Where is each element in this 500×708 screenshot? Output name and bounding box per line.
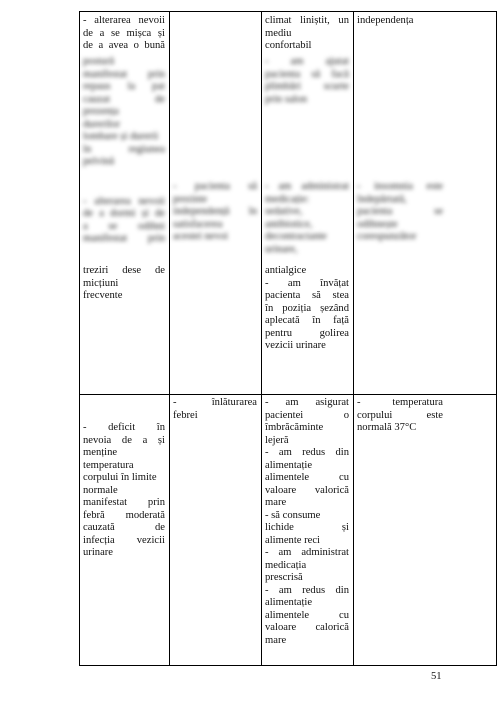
text-line: pacienta se (357, 206, 443, 217)
text-line: - alterarea nevoii (83, 15, 165, 26)
text-line: - am redus din (265, 584, 349, 596)
text-line: - deficit în (83, 422, 165, 433)
problem-cell-1 (83, 15, 165, 53)
problem-cell-2 (83, 422, 165, 560)
text-line: - insomnia este (357, 181, 443, 192)
text-line: manifestat prin (83, 68, 165, 80)
text-line: prezența (83, 106, 119, 117)
text-line: durerilor (83, 118, 121, 130)
text-line: corespunzător (357, 231, 417, 242)
text-line: - am asigurat (265, 397, 349, 408)
page-number: 51 (431, 671, 442, 682)
text-line: satisfacerea (173, 218, 223, 230)
text-line: cauzat de (83, 93, 165, 105)
care-plan-table (79, 11, 497, 666)
spacer (83, 169, 165, 196)
text-line: - am administrat (265, 181, 349, 192)
text-line: de a avea o bună (83, 40, 165, 51)
text-line: infecția vezicii (83, 534, 165, 546)
text-line: mediu (265, 27, 292, 39)
text-line: medicația (265, 559, 307, 571)
text-line: corpului este (357, 409, 443, 421)
text-line: în regiunea (83, 143, 165, 155)
text-line: - am ajutat (265, 56, 349, 67)
text-line: acestei nevoi (173, 231, 229, 242)
text-line: mare (265, 634, 287, 646)
text-line: alimentele cu (265, 472, 349, 483)
text-line: - pacienta să (173, 181, 257, 192)
text-line: alimentele cu (265, 609, 349, 621)
text-line: valoare calorică (265, 622, 349, 633)
text-line: - înlăturarea (173, 397, 257, 408)
text-line: temperatura (83, 459, 134, 471)
text-line: independența (357, 15, 414, 26)
text-line: cauzată de (83, 522, 165, 533)
text-line: pacienta să stea (265, 290, 349, 301)
text-line: medicație: (265, 193, 310, 205)
text-line: odihnește (357, 218, 398, 230)
text-line: micțiuni (83, 277, 119, 289)
text-line: - alterarea nevoii (83, 195, 165, 207)
intervention-cell-2-blurred (265, 181, 349, 256)
text-line: manifestat prin (83, 497, 165, 508)
text-line: postură (83, 56, 115, 67)
text-line: prescrisă (265, 572, 303, 583)
col-border-left (79, 11, 80, 666)
text-line: a se odihni (83, 220, 165, 232)
text-line: de a se mișca și (83, 27, 165, 39)
text-line: febră moderată (83, 509, 165, 521)
text-line: alimente reci (265, 534, 320, 546)
text-line: pentru golirea (265, 327, 349, 339)
objective-cell-2 (173, 397, 257, 422)
text-line: plimbări scurte (265, 81, 349, 92)
text-line: climat liniștit, un (265, 15, 349, 26)
row-divider (79, 394, 497, 395)
text-line: antialgice (265, 265, 307, 276)
text-line: urinare (83, 547, 113, 558)
text-line: - am redus din (265, 447, 349, 458)
text-line: treziri dese de (83, 265, 165, 276)
text-line: sedative, (265, 206, 303, 217)
text-line: confortabil (265, 40, 312, 51)
intervention-cell-1-cont (265, 265, 349, 353)
text-line: prin salon (265, 93, 308, 105)
intervention-cell-2 (265, 397, 349, 647)
text-line: lichide și (265, 522, 349, 533)
evaluation-cell-2-blurred (357, 181, 443, 244)
intervention-cell-1-blurred (265, 56, 349, 106)
text-line: pelvină (83, 156, 115, 167)
text-line: alimentație (265, 459, 313, 471)
text-line: lombare și durerii (83, 131, 159, 142)
text-line: de a dormi și de (83, 208, 165, 219)
objective-cell-1-blurred (173, 181, 257, 244)
text-line: - am administrat (265, 547, 349, 558)
col-border-right (496, 11, 497, 666)
text-line: febrei (173, 409, 198, 421)
text-line: normale (83, 484, 118, 496)
text-line: repaus la pat (83, 81, 165, 92)
text-line: - am învățat (265, 277, 349, 289)
text-line: lejeră (265, 434, 289, 446)
col-border-2 (261, 11, 262, 666)
text-line: în poziția șezând (265, 302, 349, 314)
text-line: îndepărtată, (357, 193, 407, 205)
text-line: - să consume (265, 509, 321, 521)
col-border-3 (353, 11, 354, 666)
text-line: îmbrăcăminte (265, 422, 324, 433)
text-line: urinare, (265, 243, 298, 255)
text-line: decontractante (265, 231, 327, 242)
text-line: menține (83, 447, 118, 458)
problem-cell-1-blurred (83, 56, 165, 246)
text-line: antibiotice, (265, 218, 313, 230)
table-top-border (79, 11, 497, 12)
evaluation-cell-2 (357, 397, 443, 435)
text-line: vezicii urinare (265, 340, 326, 351)
text-line: corpului în limite (83, 472, 157, 483)
text-line: pacientei o (265, 409, 349, 421)
text-line: valoare valorică (265, 484, 349, 496)
text-line: frecvente (83, 290, 123, 301)
problem-cell-1-cont (83, 265, 165, 303)
text-line: independență în (173, 206, 257, 217)
evaluation-cell-1 (357, 15, 491, 28)
intervention-cell-1 (265, 15, 349, 53)
text-line: mare (265, 497, 287, 508)
text-line: normală 37°C (357, 422, 417, 433)
text-line: nevoia de a și (83, 434, 165, 446)
text-line: alimentație (265, 597, 313, 608)
table-bottom-border (79, 665, 497, 666)
text-line: aplecată în față (265, 315, 349, 326)
text-line: pacienta să facă (265, 68, 349, 80)
text-line: - temperatura (357, 397, 443, 408)
text-line: manifestat prin (83, 233, 165, 244)
text-line: prezinte (173, 193, 208, 205)
col-border-1 (169, 11, 170, 666)
